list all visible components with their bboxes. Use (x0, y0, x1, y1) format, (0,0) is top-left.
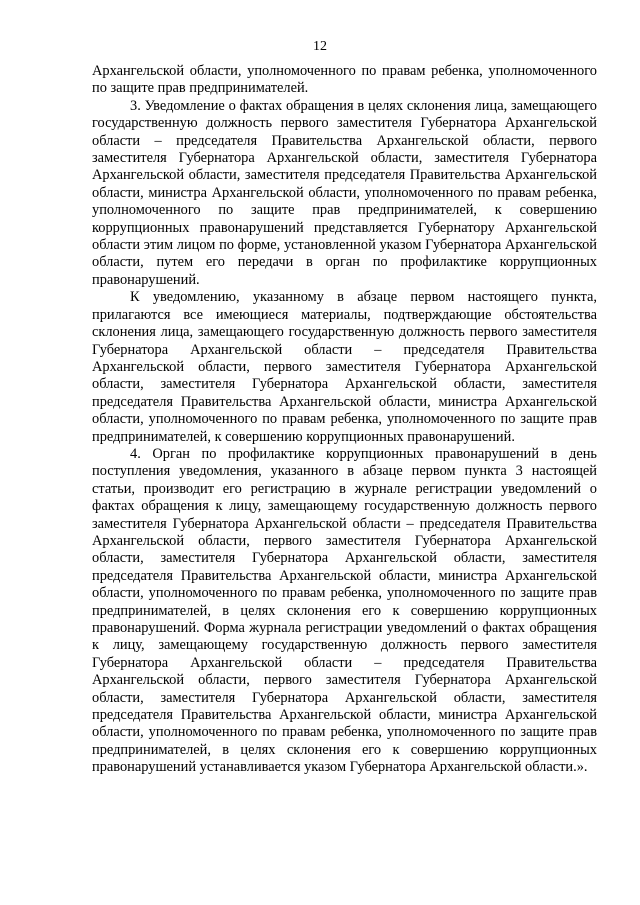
paragraph-continuation: Архангельской области, уполномоченного по правам ребенка, уполномоченного по защите прав предпринимателей. (92, 63, 597, 97)
paragraph-attachments: К уведомлению, указанному в абзаце первом настоящего пункта, прилагаются все имеющиеся материалы, подтверждающие обстоятельства склонения лица, замещающего государственную должность первого заместителя Губернатора Архангельской области – председателя Правительства Архангельской области, первого заместителя Губернатора Архангельской области, заместителя Губернатора Архангельской области, заместителя председателя Правительства Архангельской области, министра Архангельской области, уполномоченного по правам ребенка, уполномоченного по защите прав предпринимателей, к совершению коррупционных правонарушений. (92, 289, 597, 445)
paragraph-item-3: 3. Уведомление о фактах обращения в целях склонения лица, замещающего государственную должность первого заместителя Губернатора Архангельской области – председателя Правительства Архангельской области, первого заместителя Губернатора Архангельской области, заместителя Губернатора Архангельской области, заместителя председателя Правительства Архангельской области, министра Архангельской области, уполномоченного по правам ребенка, уполномоченного по защите прав предпринимателей, к совершению коррупционных правонарушений представляется Губернатору Архангельской области этим лицом по форме, установленной указом Губернатора Архангельской области, путем его передачи в орган по профилактике коррупционных правонарушений. (92, 97, 597, 288)
paragraph-item-4: 4. Орган по профилактике коррупционных правонарушений в день поступления уведомления, указанного в абзаце первом пункта 3 настоящей статьи, производит его регистрацию в журнале регистрации уведомлений о фактах обращения к лицу, замещающему государственную должность первого заместителя Губернатора Архангельской области – председателя Правительства Архангельской области, первого заместителя Губернатора Архангельской области, заместителя Губернатора Архангельской области, заместителя председателя Правительства Архангельской области, министра Архангельской области, уполномоченного по правам ребенка, уполномоченного по защите прав предпринимателей, в целях склонения его к совершению коррупционных правонарушений. Форма журнала регистрации уведомлений о фактах обращения к лицу, замещающему государственную должность первого заместителя Губернатора Архангельской области – председателя Правительства Архангельской области, первого заместителя Губернатора Архангельской области, заместителя Губернатора Архангельской области, заместителя председателя Правительства Архангельской области, министра Архангельской области, уполномоченного по правам ребенка, уполномоченного по защите прав предпринимателей, в целях склонения его к совершению коррупционных правонарушений устанавливается указом Губернатора Архангельской области.». (92, 445, 597, 776)
page-number: 12 (313, 39, 327, 54)
document-body (92, 63, 597, 777)
